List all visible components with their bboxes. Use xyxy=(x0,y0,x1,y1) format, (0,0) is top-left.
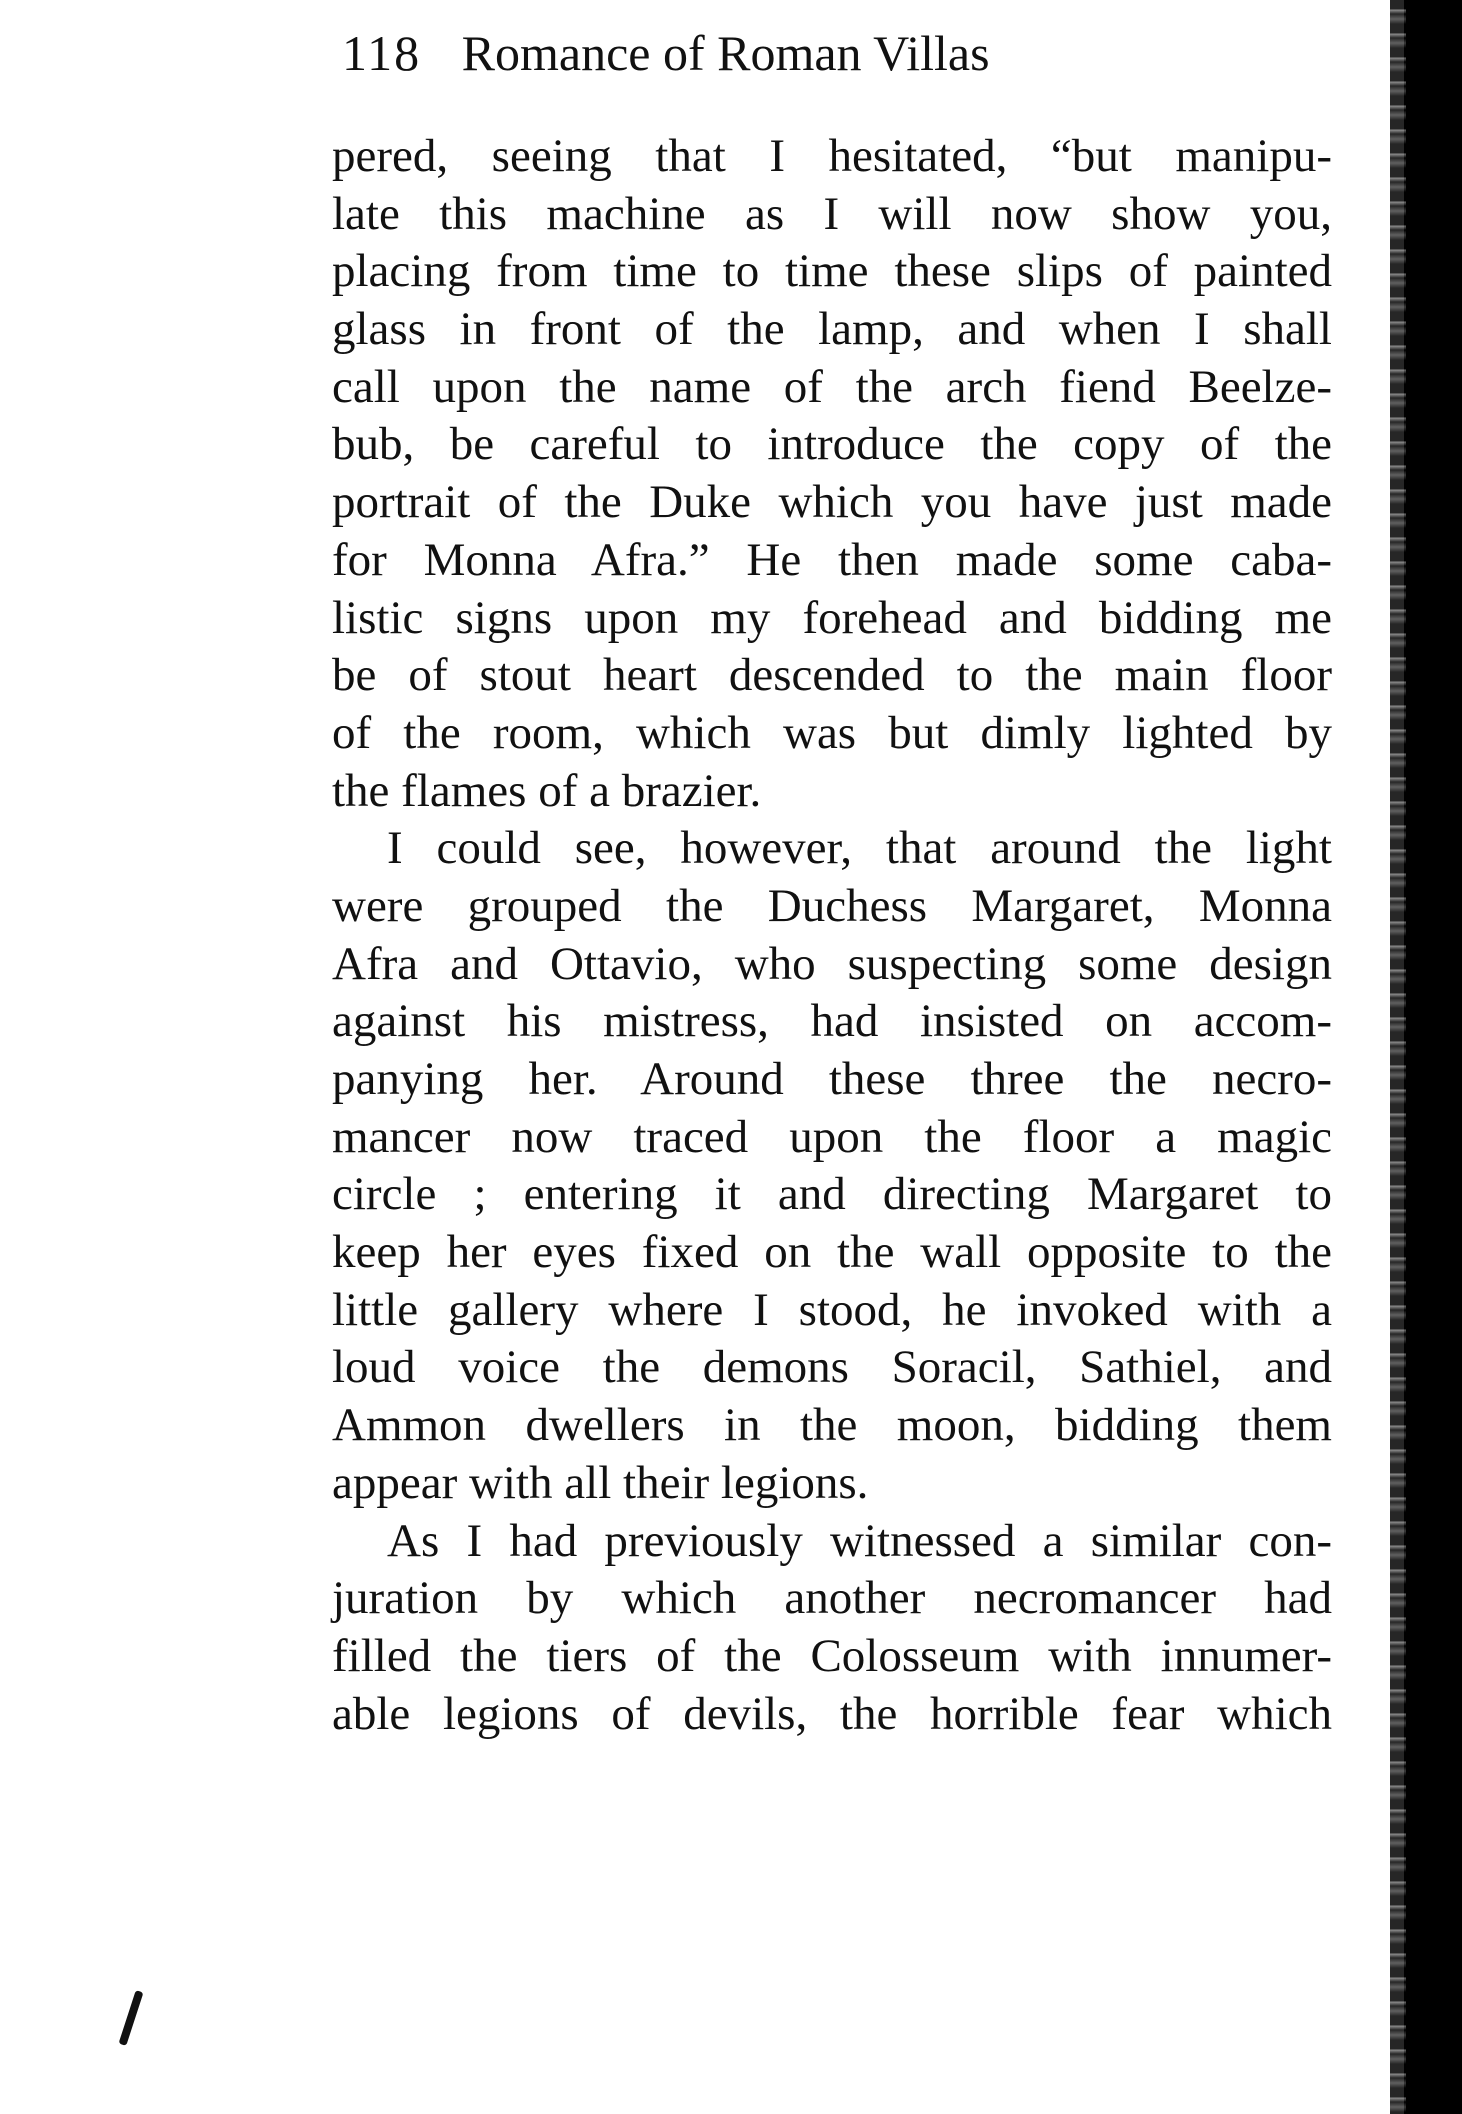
text-line: the flames of a brazier. xyxy=(332,764,762,817)
text-line: of the room, which was but dimly lighted by xyxy=(332,706,1332,759)
text-line: listic signs upon my forehead and bidding me xyxy=(332,591,1332,644)
text-line: for Monna Afra.” He then made some caba- xyxy=(332,533,1332,586)
text-line: mancer now traced upon the floor a magic xyxy=(332,1110,1332,1163)
text-line: filled the tiers of the Colosseum with innumer- xyxy=(332,1629,1332,1682)
text-line: keep her eyes fixed on the wall opposite to the xyxy=(332,1226,1332,1279)
text-line: call upon the name of the arch fiend Beelze- xyxy=(332,360,1332,413)
running-title: Romance of Roman Villas xyxy=(461,25,990,81)
text-line: panying her. Around these three the necro- xyxy=(332,1053,1332,1105)
text-line: As I had previously witnessed a similar con- xyxy=(387,1514,1332,1567)
text-line: I could see, however, that around the light xyxy=(387,822,1332,875)
text-line: portrait of the Duke which you have just made xyxy=(332,476,1332,529)
text-line: against his mistress, had insisted on accom- xyxy=(332,995,1332,1048)
text-line: little gallery where I stood, he invoked with a xyxy=(332,1283,1332,1336)
text-line: pered, seeing that I hesitated, “but manipu- xyxy=(332,130,1332,182)
text-line: juration by which another necromancer had xyxy=(332,1572,1332,1625)
text-line: loud voice the demons Soracil, Sathiel, and xyxy=(332,1341,1332,1394)
text-line: bub, be careful to introduce the copy of the xyxy=(332,418,1332,471)
page-edge-shadow xyxy=(1404,0,1462,2114)
page-header xyxy=(342,18,1342,88)
text-line: were grouped the Duchess Margaret, Monna xyxy=(332,879,1332,932)
text-line: able legions of devils, the horrible fear which xyxy=(332,1687,1332,1740)
text-line: late this machine as I will now show you, xyxy=(332,187,1332,240)
page-number: 118 xyxy=(342,25,422,81)
text-line: Afra and Ottavio, who suspecting some design xyxy=(332,937,1332,990)
text-line: glass in front of the lamp, and when I shall xyxy=(332,303,1332,356)
body-text xyxy=(332,128,1332,1743)
text-line: placing from time to time these slips of painted xyxy=(332,245,1332,298)
text-line: be of stout heart descended to the main floor xyxy=(332,649,1332,702)
text-line: Ammon dwellers in the moon, bidding them xyxy=(332,1399,1332,1452)
text-line: circle ; entering it and directing Margaret to xyxy=(332,1168,1332,1221)
text-line: appear with all their legions. xyxy=(332,1456,869,1509)
stray-pen-mark xyxy=(119,1990,144,2046)
